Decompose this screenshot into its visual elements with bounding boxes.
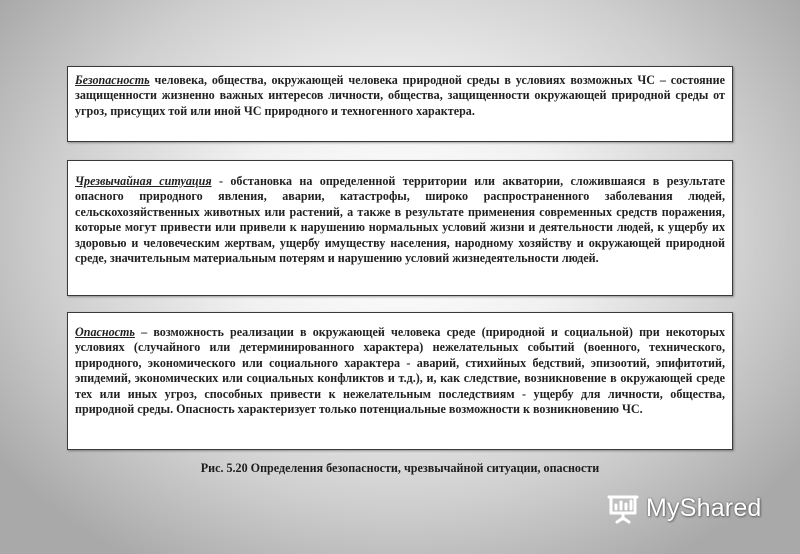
definition-text: человека, общества, окружающей человека природной среды в условиях возможных ЧС – состояние защищенности жизненно важных интересов личности, общества, защищенности окружающей природной среды от угроз, присущих той или иной ЧС природного и техногенного характера.: [75, 73, 725, 118]
watermark-text: MyShared: [646, 493, 762, 522]
definition-text: - обстановка на определенной территории или акватории, сложившаяся в результате опасного природного явления, аварии, катастрофы, широко распространенного заболевания людей, сельскохозяйственных животных или растений, а также в результате применения современных средств поражения, которые могут привести или привели к нарушению нормальных условий жизни и деятельности людей, к ущербу их здоровью и человеческим жертвам, ущербу имуществу населения, народному хозяйству и окружающей природной среде, значительным материальным потерям и нарушению условий жизнедеятельности людей.: [75, 174, 725, 266]
definition-term: Безопасность: [75, 73, 150, 87]
definition-box-danger: [67, 312, 733, 450]
definition-box-safety: [67, 66, 733, 142]
definition-box-emergency: [67, 160, 733, 296]
definition-term: Опасность: [75, 325, 135, 339]
presentation-board-icon: [605, 491, 641, 525]
definition-text: – возможность реализации в окружающей человека среде (природной и социальной) при некоторых условиях (случайного или детерминированного характера) нежелательных событий (военного, технического, природного, экономического или социального характера - аварий, стихийных бедствий, эпизоотий, эпифитотий, эпидемий, экономических или социальных конфликтов и т.д.), и, как следствие, возникновение в окружающей среде тех или иных угроз, способных привести к нежелательным последствиям - ущербу для личности, общества, природной среды. Опасность характеризует только потенциальные возможности к возникновению ЧС.: [75, 325, 725, 417]
figure-caption: Рис. 5.20 Определения безопасности, чрезвычайной ситуации, опасности: [200, 461, 600, 475]
definition-term: Чрезвычайная ситуация: [75, 174, 212, 188]
watermark-logo: [605, 491, 762, 525]
